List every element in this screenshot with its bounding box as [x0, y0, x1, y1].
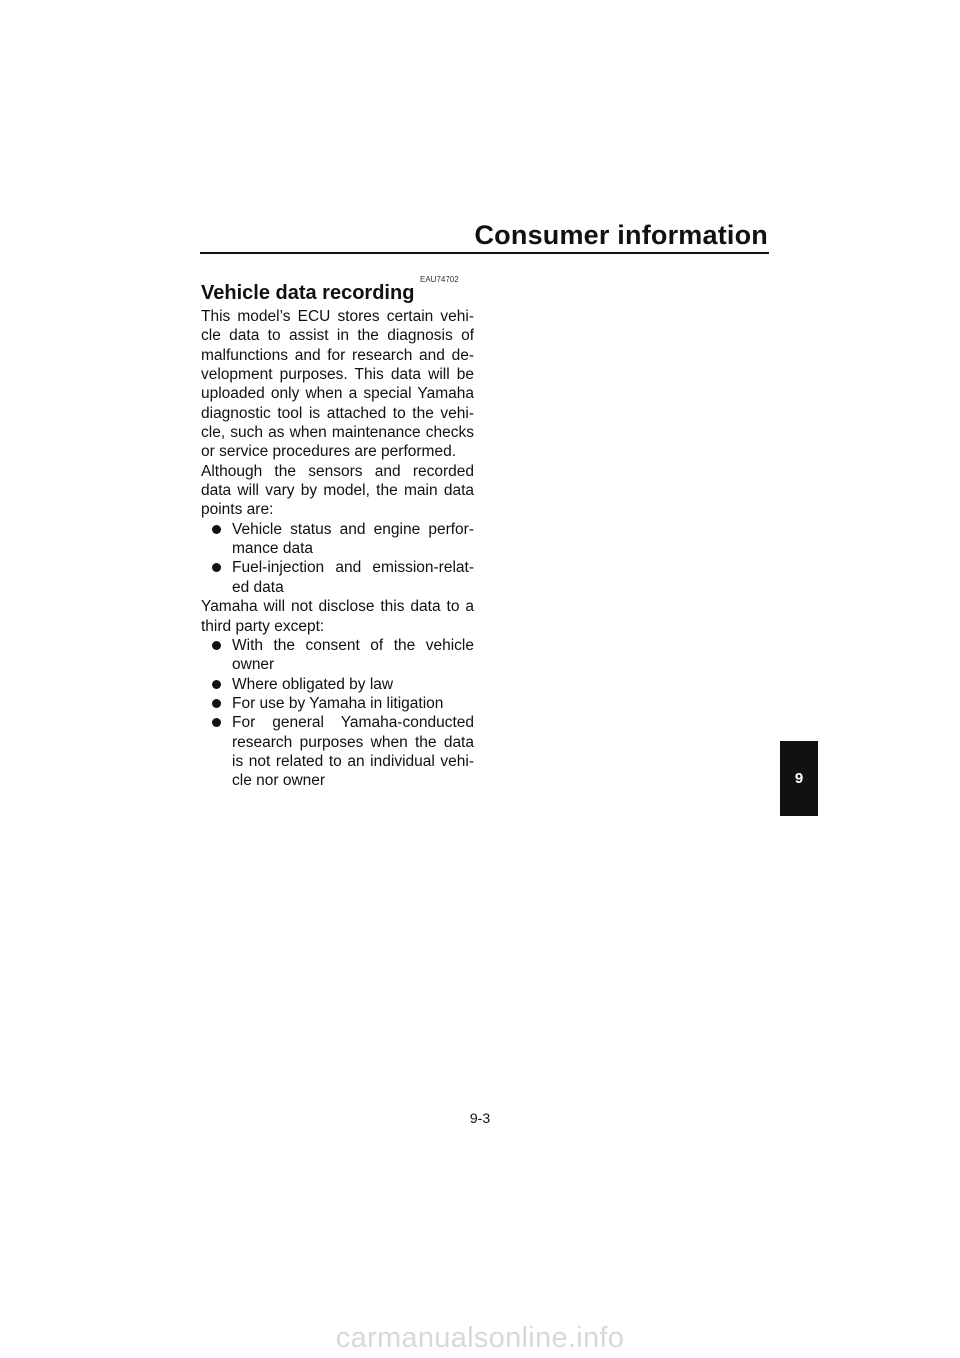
- chapter-tab-number: 9: [794, 770, 804, 787]
- section-heading: Vehicle data recording: [201, 282, 415, 304]
- list-item-text: With the consent of the vehicle owner: [232, 636, 474, 674]
- data-points-list: [201, 520, 474, 597]
- section-code: EAU74702: [420, 275, 459, 284]
- bullet-icon: [212, 641, 221, 650]
- exceptions-list: [201, 636, 474, 791]
- chapter-tab: [780, 741, 818, 816]
- list-item: [201, 520, 474, 559]
- bullet-icon: [212, 680, 221, 689]
- list-item: [201, 713, 474, 790]
- watermark: carmanualsonline.info: [335, 1322, 625, 1354]
- list-item: [201, 636, 474, 675]
- title-divider: [200, 252, 769, 254]
- intro-paragraph: This model’s ECU stores certain vehi-cle data to assist in the diagnosis of malfunctions and for research and de-velopment purposes. This data will be uploaded only when a special Yamaha diagnostic tool is attached to the vehi-cle, such as when maintenance checks or service procedures are performed.: [201, 308, 474, 461]
- list-item: [201, 694, 474, 713]
- disclosure-intro: Yamaha will not disclose this data to a third party except:: [201, 598, 474, 635]
- list-item-text: For general Yamaha-conducted research purposes when the data is not related to an individual vehi-cle nor owner: [232, 714, 474, 790]
- bullet-icon: [212, 563, 221, 572]
- chapter-title: Consumer information: [474, 220, 768, 250]
- section-body: [201, 307, 474, 791]
- list-item-text: Vehicle status and engine perfor-mance data: [232, 520, 474, 558]
- list-item-text: Fuel-injection and emission-relat-ed data: [232, 559, 474, 596]
- list-item: [201, 675, 474, 694]
- bullet-icon: [212, 699, 221, 708]
- list-item-text: Where obligated by law: [232, 675, 394, 693]
- data-points-intro: Although the sensors and recorded data will vary by model, the main data points are:: [201, 462, 474, 519]
- list-item-text: For use by Yamaha in litigation: [232, 694, 444, 712]
- page-number: 9-3: [469, 1110, 491, 1126]
- bullet-icon: [212, 718, 221, 727]
- list-item: [201, 558, 474, 597]
- bullet-icon: [212, 525, 221, 534]
